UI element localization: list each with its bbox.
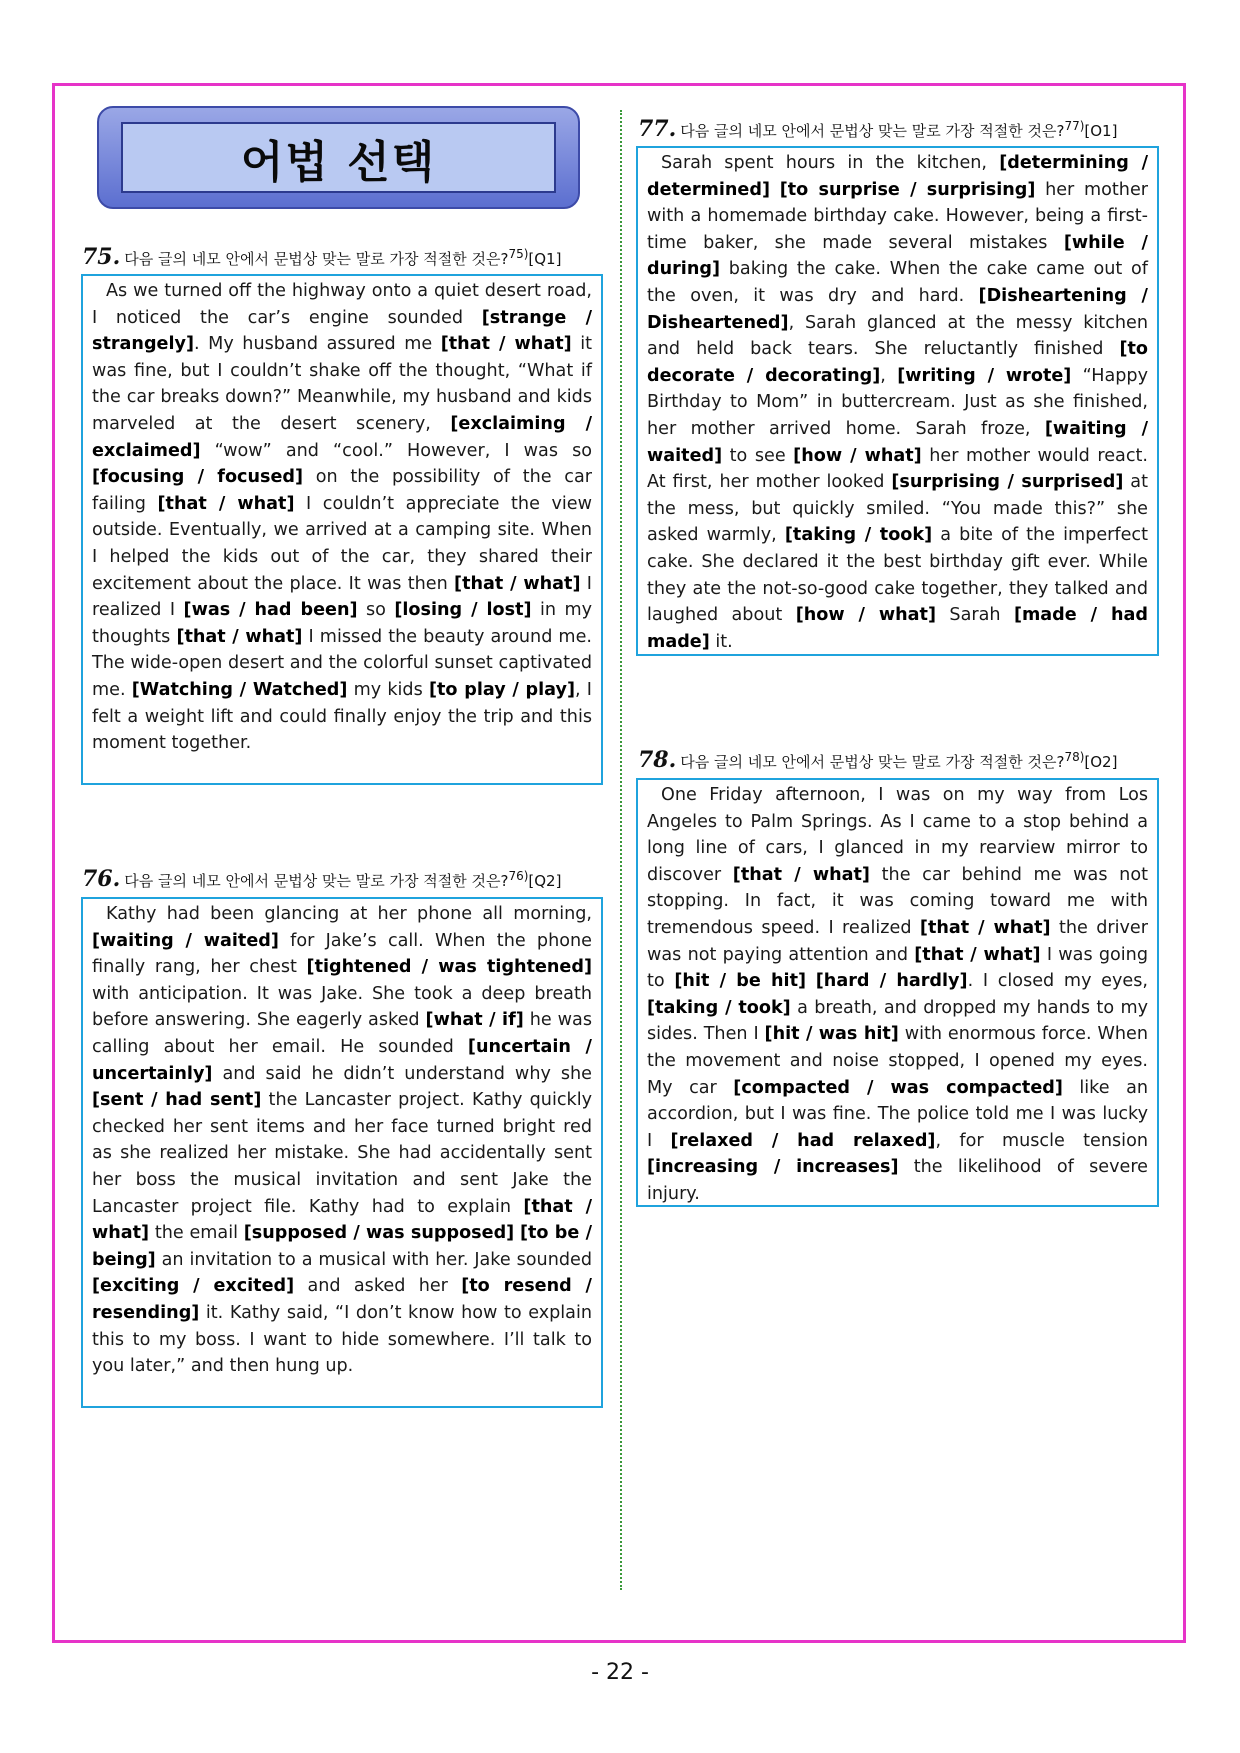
passage-text: a bite of the imperfect cake. She declared it the best birthday gift ever. While they ate the not-so-good cake together, they talked and laughed about <box>647 525 1149 626</box>
passage-text: on the possibility of the car failing <box>92 467 592 514</box>
grammar-choice: [hit / was hit] <box>764 1024 899 1045</box>
grammar-choice: [supposed / was supposed] <box>243 1223 515 1244</box>
passage-text: I was going to <box>647 944 1148 992</box>
passage-text: it. <box>709 631 733 652</box>
question-number: 77. <box>638 116 677 142</box>
passage-text: , for muscle tension <box>935 1130 1148 1151</box>
grammar-choice: [waiting / waited] <box>647 418 1149 466</box>
passage-text: like an accordion, but I was fine. The police told me I was lucky I <box>647 1077 1148 1151</box>
passage-75 <box>81 274 603 785</box>
passage-text: her mother with a homemade birthday cake. However, being a first-time baker, she made several mistakes <box>647 179 1149 253</box>
grammar-choice: [that / what] <box>732 864 870 885</box>
passage-text: and said he didn’t understand why she <box>212 1063 592 1084</box>
passage-text: the email <box>149 1223 244 1244</box>
grammar-choice: [taking / took] <box>647 997 791 1018</box>
grammar-choice: [exciting / excited] <box>92 1276 295 1297</box>
grammar-choice: [tightened / was tightened] <box>306 957 593 978</box>
grammar-choice: [relaxed / had relaxed] <box>670 1130 936 1151</box>
grammar-choice: [that / what] <box>440 334 572 355</box>
passage-text <box>770 180 780 200</box>
question-tag: [Q1] <box>528 250 562 268</box>
question-76-header <box>82 866 561 892</box>
question-number: 78. <box>638 747 677 773</box>
grammar-choice: [to surprise / surprising] <box>779 179 1036 200</box>
passage-78 <box>636 778 1159 1207</box>
question-tag: [O2] <box>1084 753 1118 771</box>
passage-text <box>806 971 816 991</box>
passage-text: with anticipation. It was Jake. She took a deep breath before answering. She eagerly asked <box>92 983 592 1031</box>
question-number: 75. <box>82 244 121 270</box>
grammar-choice: [exclaiming / exclaimed] <box>92 413 593 461</box>
question-tag: [Q2] <box>528 872 562 890</box>
question-ref: 75) <box>508 247 529 261</box>
question-prompt: 다음 글의 네모 안에서 문법상 맞는 말로 가장 적절한 것은? <box>680 122 1065 140</box>
grammar-choice: [Disheartening / Disheartened] <box>647 285 1148 333</box>
passage-text: . I closed my eyes, <box>967 971 1148 992</box>
grammar-choice: [uncertain / uncertainly] <box>92 1036 592 1084</box>
question-tag: [O1] <box>1084 122 1118 140</box>
question-78-header <box>638 747 1117 773</box>
question-77-header <box>638 116 1117 142</box>
grammar-choice: [that / what] <box>919 917 1051 938</box>
grammar-choice: [Watching / Watched] <box>131 679 348 700</box>
passage-text: the driver was not paying attention and <box>647 917 1148 965</box>
grammar-choice: [how / what] <box>795 605 937 626</box>
grammar-choice: [surprising / surprised] <box>891 472 1124 493</box>
passage-text: so <box>357 600 395 621</box>
grammar-choice: [taking / took] <box>784 525 933 546</box>
grammar-choice: [to resend / resending] <box>92 1276 592 1323</box>
grammar-choice: [to be / being] <box>92 1223 593 1270</box>
passage-text: the Lancaster project. Kathy quickly checked her sent items and her face turned bright red as she realized her mistake. She had accidentally sent her boss the musical invitation and sent Jake the Lancaster project file. Kathy had to explain <box>92 1090 592 1217</box>
passage-text: “Happy Birthday to Mom” in buttercream. Just as she finished, her mother arrived home. Sarah froze, <box>647 365 1149 439</box>
question-prompt: 다음 글의 네모 안에서 문법상 맞는 말로 가장 적절한 것은? <box>124 872 509 890</box>
grammar-choice: [waiting / waited] <box>92 930 279 951</box>
passage-text: in my thoughts <box>92 600 592 647</box>
grammar-choice: [hit / be hit] <box>674 971 807 992</box>
passage-text: the likelihood of severe injury. <box>647 1157 1148 1204</box>
grammar-choice: [while / during] <box>647 232 1148 280</box>
passage-text: , Sarah glanced at the messy kitchen and held back tears. She reluctantly finished <box>647 312 1148 360</box>
passage-text: her mother would react. At first, her mother looked <box>647 445 1148 493</box>
passage-text: , <box>880 365 898 386</box>
grammar-choice: [focusing / focused] <box>92 467 304 488</box>
passage-77 <box>636 146 1159 656</box>
page-title: 어법 선택 <box>240 136 437 188</box>
passage-text: to see <box>722 445 794 466</box>
question-number: 76. <box>82 866 121 892</box>
passage-text: a breath, and dropped my hands to my sides. Then I <box>647 997 1149 1045</box>
grammar-choice: [hard / hardly] <box>815 971 968 992</box>
passage-text: for Jake’s call. When the phone finally rang, her chest <box>92 930 592 978</box>
grammar-choice: [increasing / increases] <box>647 1157 899 1178</box>
passage-text: he was calling about her email. He sounded <box>92 1010 592 1057</box>
grammar-choice: [losing / lost] <box>394 600 532 621</box>
grammar-choice: [that / what] <box>176 626 303 647</box>
passage-text: and asked her <box>294 1276 462 1297</box>
passage-text: at the mess, but quickly smiled. “You made this?” she asked warmly, <box>647 472 1148 546</box>
passage-text: As we turned off the highway onto a quiet desert road, I noticed the car’s engine sounded <box>92 281 592 328</box>
title-banner <box>97 106 580 209</box>
passage-76 <box>81 897 603 1408</box>
passage-text: it. Kathy said, “I don’t know how to explain this to my boss. I want to hide somewhere. I’ll talk to you later,” and then hung up. <box>92 1302 592 1377</box>
passage-text: , I felt a weight lift and could finally enjoy the trip and this moment together. <box>92 679 592 754</box>
passage-text: “wow” and “cool.” However, I was so <box>200 440 592 461</box>
grammar-choice: [to play / play] <box>428 679 576 700</box>
question-ref: 77) <box>1064 119 1085 133</box>
question-prompt: 다음 글의 네모 안에서 문법상 맞는 말로 가장 적절한 것은? <box>680 753 1065 771</box>
passage-text: baking the cake. When the cake came out of the oven, it was dry and hard. <box>647 259 1148 306</box>
passage-text: I couldn’t appreciate the view outside. Eventually, we arrived at a camping site. When I helped the kids out of the car, they shared their excitement about the place. It was then <box>92 493 592 594</box>
question-75-header <box>82 244 561 270</box>
passage-text: Sarah <box>936 605 1014 626</box>
grammar-choice: [that / what] <box>92 1196 592 1244</box>
passage-text: it was fine, but I couldn’t shake off the thought, “What if the car breaks down?” Meanwhile, my husband and kids marveled at the desert scenery, <box>92 334 592 434</box>
grammar-choice: [that / what] <box>157 493 295 514</box>
passage-text: I realized I <box>92 573 592 621</box>
grammar-choice: [writing / wrote] <box>897 365 1072 386</box>
grammar-choice: [what / if] <box>425 1010 524 1031</box>
title-inner-panel <box>121 122 556 193</box>
grammar-choice: [determining / determined] <box>647 153 1148 200</box>
passage-text: I missed the beauty around me. The wide-open desert and the colorful sunset captivated me. <box>92 626 592 700</box>
passage-text: One Friday afternoon, I was on my way from Los Angeles to Palm Springs. As I came to a stop behind a long line of cars, I glanced in my rearview mirror to discover <box>647 785 1148 885</box>
grammar-choice: [compacted / was compacted] <box>733 1077 1063 1098</box>
passage-text: . My husband assured me <box>194 334 441 355</box>
grammar-choice: [to decorate / decorating] <box>647 339 1148 386</box>
grammar-choice: [was / had been] <box>183 600 358 621</box>
grammar-choice: [made / had made] <box>647 605 1148 652</box>
passage-text: my kids <box>347 679 429 700</box>
passage-text: Sarah spent hours in the kitchen, <box>661 153 1000 173</box>
passage-text: the car behind me was not stopping. In fact, it was coming toward me with tremendous speed. I realized <box>647 864 1148 938</box>
passage-text: an invitation to a musical with her. Jake sounded <box>155 1249 592 1270</box>
grammar-choice: [strange / strangely] <box>92 307 592 355</box>
grammar-choice: [sent / had sent] <box>92 1090 262 1111</box>
column-divider <box>620 110 622 1590</box>
passage-text: with enormous force. When the movement and noise stopped, I opened my eyes. My car <box>647 1024 1148 1098</box>
grammar-choice: [that / what] <box>914 944 1041 965</box>
grammar-choice: [that / what] <box>454 573 581 594</box>
question-ref: 76) <box>508 869 529 883</box>
page-number: - 22 - <box>591 1660 649 1685</box>
passage-text: Kathy had been glancing at her phone all morning, <box>106 904 592 924</box>
question-ref: 78) <box>1064 750 1085 764</box>
question-prompt: 다음 글의 네모 안에서 문법상 맞는 말로 가장 적절한 것은? <box>124 250 509 268</box>
grammar-choice: [how / what] <box>793 445 922 466</box>
